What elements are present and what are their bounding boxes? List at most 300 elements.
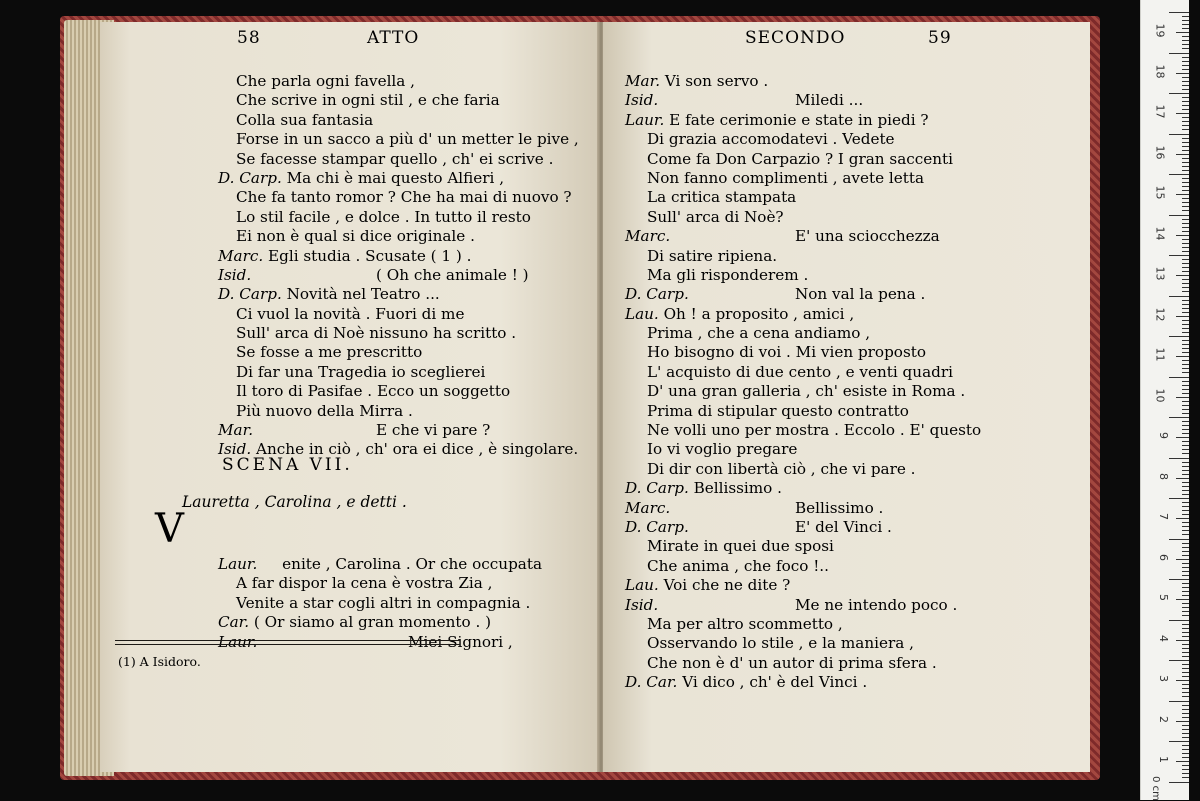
verse-line xyxy=(625,227,981,246)
ruler-tick xyxy=(1182,729,1189,730)
ruler-tick xyxy=(1182,247,1189,248)
verse-text: A far dispor la cena è vostra Zia , xyxy=(236,574,493,593)
ruler-tick xyxy=(1182,162,1189,163)
ruler-tick xyxy=(1176,154,1189,155)
ruler-tick xyxy=(1182,421,1189,422)
ruler-tick xyxy=(1182,210,1189,211)
ruler-tick xyxy=(1182,389,1189,390)
ruler-tick xyxy=(1182,129,1189,130)
ruler-tick xyxy=(1182,81,1189,82)
ruler-tick xyxy=(1182,61,1189,62)
left-running-head: ATTO xyxy=(367,28,420,48)
ruler-number: 9 xyxy=(1157,432,1170,439)
verse-line xyxy=(625,479,981,498)
ruler-tick xyxy=(1182,251,1189,252)
ruler-tick xyxy=(1182,628,1189,629)
ruler-tick xyxy=(1182,401,1189,402)
verse-text: Che anima , che foco !.. xyxy=(647,556,829,575)
ruler-tick xyxy=(1182,170,1189,171)
verse-text: Che fa tanto romor ? Che ha mai di nuovo ? xyxy=(236,188,572,207)
speaker-name: Marc. xyxy=(625,498,671,517)
ruler-tick xyxy=(1182,117,1189,118)
verse-line xyxy=(218,363,579,382)
ruler-tick xyxy=(1169,782,1189,783)
ruler-number: 8 xyxy=(1157,472,1170,480)
verse-line xyxy=(218,111,579,130)
ruler-tick xyxy=(1182,749,1189,750)
ruler-tick xyxy=(1182,777,1189,778)
ruler-number: 19 xyxy=(1153,23,1167,38)
ruler-tick xyxy=(1182,668,1189,669)
verse-line xyxy=(625,596,981,615)
verse-text: Vi dico , ch' è del Vinci . xyxy=(682,673,868,692)
right-running-head: SECONDO xyxy=(745,28,846,48)
ruler-tick xyxy=(1176,113,1189,114)
ruler-tick xyxy=(1182,40,1189,41)
verse-text: Anche in ciò , ch' ora ei dice , è singolare. xyxy=(256,440,579,459)
ruler-tick xyxy=(1169,134,1189,135)
ruler-tick xyxy=(1182,44,1189,45)
verse-text: L' acquisto di due cento , e venti quadri xyxy=(647,362,953,381)
verse-line xyxy=(218,285,579,304)
ruler-tick xyxy=(1182,644,1189,645)
ruler-number: 10 xyxy=(1153,388,1167,402)
ruler-tick xyxy=(1182,526,1189,527)
verse-text-right: Bellissimo . xyxy=(795,498,884,517)
verse-line xyxy=(218,130,579,149)
verse-line xyxy=(218,266,579,285)
ruler-tick xyxy=(1169,620,1189,621)
ruler-tick xyxy=(1182,190,1189,191)
verse-line xyxy=(625,518,981,537)
ruler-tick xyxy=(1182,753,1189,754)
verse-text: Io vi voglio pregare xyxy=(647,440,798,459)
verse-line xyxy=(625,499,981,518)
ruler-tick xyxy=(1182,287,1189,288)
verse-line xyxy=(625,615,981,634)
verse-line xyxy=(625,343,981,362)
ruler-tick xyxy=(1182,725,1189,726)
ruler-tick xyxy=(1176,275,1189,276)
ruler-tick xyxy=(1176,721,1189,722)
ruler-tick xyxy=(1182,413,1189,414)
ruler-tick xyxy=(1182,676,1189,677)
ruler-tick xyxy=(1182,603,1189,604)
ruler-tick xyxy=(1169,458,1189,459)
ruler-tick xyxy=(1182,595,1189,596)
ruler-tick xyxy=(1176,356,1189,357)
ruler-tick xyxy=(1169,417,1189,418)
verse-text: Mirate in quei due sposi xyxy=(647,537,834,556)
ruler-tick xyxy=(1182,453,1189,454)
verse-line xyxy=(625,169,981,188)
ruler-tick xyxy=(1182,664,1189,665)
ruler-tick xyxy=(1182,587,1189,588)
ruler-tick xyxy=(1182,713,1189,714)
ruler-tick xyxy=(1182,324,1189,325)
verse-text: Di far una Tragedia io sceglierei xyxy=(236,362,486,381)
ruler-tick xyxy=(1182,300,1189,301)
ruler-tick xyxy=(1182,543,1189,544)
scene-title: SCENA VII. xyxy=(222,455,353,475)
ruler-tick xyxy=(1182,340,1189,341)
speaker-name: Marc. xyxy=(218,246,264,265)
ruler-tick xyxy=(1182,393,1189,394)
ruler-tick xyxy=(1182,445,1189,446)
ruler-tick xyxy=(1169,498,1189,499)
verse-text: Che non è d' un autor di prima sfera . xyxy=(647,653,937,672)
verse-line xyxy=(625,111,981,130)
ruler-tick xyxy=(1182,360,1189,361)
verse-line xyxy=(218,613,542,632)
ruler-tick xyxy=(1182,364,1189,365)
ruler-tick xyxy=(1182,705,1189,706)
verse-line xyxy=(625,421,981,440)
speaker-name: Laur. xyxy=(218,555,258,573)
verse-text: E fate cerimonie e state in piedi ? xyxy=(669,110,929,129)
left-verse-block xyxy=(218,72,579,460)
ruler-tick xyxy=(1176,478,1189,479)
speaker-name: Mar. xyxy=(625,72,661,90)
ruler-tick xyxy=(1182,611,1189,612)
verse-text: Novità nel Teatro ... xyxy=(286,285,440,304)
ruler-tick xyxy=(1182,57,1189,58)
verse-text: Che scrive in ogni stil , e che faria xyxy=(236,91,500,110)
ruler-tick xyxy=(1182,166,1189,167)
verse-text: Venite a star cogli altri in compagnia . xyxy=(236,593,531,612)
ruler-tick xyxy=(1182,69,1189,70)
ruler-number: 2 xyxy=(1157,715,1170,723)
ruler-tick xyxy=(1169,215,1189,216)
ruler-tick xyxy=(1182,648,1189,649)
ruler-tick xyxy=(1182,470,1189,471)
ruler-tick xyxy=(1176,437,1189,438)
ruler-number: 6 xyxy=(1157,553,1170,561)
ruler-number: 7 xyxy=(1157,513,1170,520)
ruler-number: 13 xyxy=(1153,266,1167,281)
verse-line xyxy=(625,673,981,692)
ruler-tick xyxy=(1182,105,1189,106)
ruler-tick xyxy=(1182,206,1189,207)
verse-line xyxy=(218,208,579,227)
ruler-tick xyxy=(1182,271,1189,272)
speaker-name: Isid. xyxy=(625,595,659,614)
ruler-tick xyxy=(1176,599,1189,600)
speaker-name: Isid. xyxy=(218,440,252,459)
verse-line xyxy=(218,574,542,593)
verse-text: La critica stampata xyxy=(647,188,797,207)
ruler-tick xyxy=(1176,316,1189,317)
verse-line xyxy=(625,382,981,401)
verse-text: Ne volli uno per mostra . Eccolo . E' questo xyxy=(647,421,982,440)
verse-text-right: E' del Vinci . xyxy=(795,517,892,536)
ruler-tick xyxy=(1169,174,1189,175)
ruler-tick xyxy=(1182,405,1189,406)
ruler-tick xyxy=(1169,296,1189,297)
ruler-tick xyxy=(1182,146,1189,147)
measuring-ruler xyxy=(1140,0,1189,800)
ruler-tick xyxy=(1182,101,1189,102)
speaker-name: Laur. xyxy=(218,632,258,651)
ruler-tick xyxy=(1182,688,1189,689)
ruler-tick xyxy=(1182,320,1189,321)
verse-line xyxy=(625,91,981,110)
ruler-tick xyxy=(1182,231,1189,232)
ruler-number: 11 xyxy=(1153,347,1167,362)
verse-text: Ci vuol la novità . Fuori di me xyxy=(236,304,465,323)
verse-text-right: Non val la pena . xyxy=(795,285,926,304)
ruler-tick xyxy=(1182,352,1189,353)
ruler-tick xyxy=(1182,20,1189,21)
ruler-tick xyxy=(1182,259,1189,260)
ruler-tick xyxy=(1182,684,1189,685)
ruler-tick xyxy=(1182,514,1189,515)
ruler-tick xyxy=(1169,741,1189,742)
ruler-tick xyxy=(1182,283,1189,284)
ruler-tick xyxy=(1182,522,1189,523)
ruler-tick xyxy=(1182,441,1189,442)
verse-text-right: Me ne intendo poco . xyxy=(795,595,958,614)
ruler-tick xyxy=(1182,243,1189,244)
ruler-tick xyxy=(1182,65,1189,66)
ruler-tick xyxy=(1182,433,1189,434)
ruler-tick xyxy=(1182,429,1189,430)
ruler-tick xyxy=(1182,28,1189,29)
ruler-tick xyxy=(1182,239,1189,240)
ruler-tick xyxy=(1169,255,1189,256)
ruler-tick xyxy=(1182,745,1189,746)
verse-text: Osservando lo stile , e la maniera , xyxy=(647,634,914,653)
ruler-tick xyxy=(1169,336,1189,337)
ruler-tick xyxy=(1169,701,1189,702)
ruler-tick xyxy=(1182,138,1189,139)
ruler-tick xyxy=(1182,198,1189,199)
ruler-tick xyxy=(1182,77,1189,78)
ruler-tick xyxy=(1182,737,1189,738)
ruler-tick xyxy=(1182,182,1189,183)
ruler-tick xyxy=(1176,640,1189,641)
verse-line xyxy=(625,285,981,304)
footnote-rule xyxy=(115,640,460,645)
verse-line xyxy=(218,343,579,362)
verse-line xyxy=(218,382,579,401)
ruler-tick xyxy=(1182,571,1189,572)
ruler-tick xyxy=(1182,632,1189,633)
verse-text-right: Miei Signori , xyxy=(408,632,513,651)
verse-text: Ma chi è mai questo Alfieri , xyxy=(286,168,505,187)
ruler-tick xyxy=(1182,409,1189,410)
speaker-name: D. Carp. xyxy=(625,517,689,536)
ruler-tick xyxy=(1182,425,1189,426)
scene-cast: Lauretta , Carolina , e detti . xyxy=(182,493,407,511)
right-verse-block xyxy=(625,72,981,693)
ruler-tick xyxy=(1176,761,1189,762)
verse-text: Come fa Don Carpazio ? I gran saccenti xyxy=(647,149,953,168)
ruler-tick xyxy=(1182,765,1189,766)
verse-text: ( Or siamo al gran momento . ) xyxy=(253,613,492,632)
verse-text: Non fanno complimenti , avete letta xyxy=(647,168,925,187)
ruler-tick xyxy=(1176,559,1189,560)
ruler-tick xyxy=(1182,733,1189,734)
verse-line xyxy=(625,557,981,576)
ruler-tick xyxy=(1182,186,1189,187)
ruler-number: 17 xyxy=(1153,104,1167,119)
ruler-tick xyxy=(1182,372,1189,373)
speaker-name: Isid. xyxy=(625,91,659,110)
verse-text: Vi son servo . xyxy=(664,72,769,90)
ruler-tick xyxy=(1182,142,1189,143)
ruler-tick xyxy=(1182,773,1189,774)
ruler-tick xyxy=(1182,85,1189,86)
verse-line xyxy=(218,421,579,440)
ruler-tick xyxy=(1182,506,1189,507)
ruler-tick xyxy=(1182,583,1189,584)
speaker-name: D. Carp. xyxy=(218,285,282,304)
verse-line xyxy=(625,305,981,324)
ruler-tick xyxy=(1182,563,1189,564)
verse-line xyxy=(218,594,542,613)
ruler-tick xyxy=(1182,555,1189,556)
ruler-tick xyxy=(1182,332,1189,333)
drop-cap: V xyxy=(155,506,184,552)
ruler-tick xyxy=(1182,97,1189,98)
ruler-tick xyxy=(1182,607,1189,608)
verse-line xyxy=(625,537,981,556)
verse-text-right: E che vi pare ? xyxy=(376,421,491,440)
ruler-tick xyxy=(1182,125,1189,126)
ruler-tick xyxy=(1182,48,1189,49)
verse-text: Se facesse stampar quello , ch' ei scrive . xyxy=(236,149,554,168)
ruler-tick xyxy=(1182,502,1189,503)
verse-text: Oh ! a proposito , amici , xyxy=(663,304,855,323)
ruler-tick xyxy=(1176,235,1189,236)
ruler-tick xyxy=(1182,308,1189,309)
verse-text: Voi che ne dite ? xyxy=(663,576,791,595)
ruler-tick xyxy=(1182,223,1189,224)
ruler-number: 15 xyxy=(1153,185,1167,200)
ruler-tick xyxy=(1182,16,1189,17)
ruler-tick xyxy=(1182,178,1189,179)
verse-text: Forse in un sacco a più d' un metter le pive , xyxy=(236,130,579,149)
ruler-tick xyxy=(1182,328,1189,329)
ruler-tick xyxy=(1182,291,1189,292)
ruler-unit: 0 cm xyxy=(1149,776,1161,801)
verse-text: Che parla ogni favella , xyxy=(236,72,415,90)
verse-text: Il toro di Pasifae . Ecco un soggetto xyxy=(236,382,511,401)
verse-text: Di dir con libertà ciò , che vi pare . xyxy=(647,459,916,478)
ruler-tick xyxy=(1182,121,1189,122)
ruler-number: 4 xyxy=(1157,634,1170,642)
verse-text: Ma gli risponderem . xyxy=(647,265,809,284)
verse-text: Lo stil facile , e dolce . In tutto il resto xyxy=(236,207,531,226)
ruler-tick xyxy=(1182,709,1189,710)
verse-text: Egli studia . Scusate ( 1 ) . xyxy=(268,246,472,265)
ruler-tick xyxy=(1182,547,1189,548)
speaker-name: Isid. xyxy=(218,265,252,284)
ruler-tick xyxy=(1182,692,1189,693)
ruler-tick xyxy=(1182,490,1189,491)
ruler-tick xyxy=(1182,219,1189,220)
speaker-name: D. Carp. xyxy=(218,168,282,187)
verse-text: Sull' arca di Noè nissuno ha scritto . xyxy=(236,324,517,343)
verse-text-right: E' una sciocchezza xyxy=(795,227,940,246)
ruler-tick xyxy=(1182,615,1189,616)
ruler-tick xyxy=(1182,486,1189,487)
ruler-tick xyxy=(1176,680,1189,681)
ruler-tick xyxy=(1182,381,1189,382)
verse-line xyxy=(218,150,579,169)
verse-line xyxy=(625,188,981,207)
ruler-tick xyxy=(1182,267,1189,268)
ruler-tick xyxy=(1182,530,1189,531)
ruler-tick xyxy=(1182,202,1189,203)
verse-text: Prima di stipular questo contratto xyxy=(647,401,909,420)
speaker-name: D. Carp. xyxy=(625,285,689,304)
verse-text: Sull' arca di Noè? xyxy=(647,207,784,226)
verse-line xyxy=(625,150,981,169)
ruler-tick xyxy=(1176,32,1189,33)
ruler-number: 3 xyxy=(1157,675,1170,682)
verse-line xyxy=(625,440,981,459)
ruler-tick xyxy=(1182,36,1189,37)
verse-line xyxy=(218,247,579,266)
verse-line xyxy=(625,72,981,91)
ruler-tick xyxy=(1169,93,1189,94)
verse-line xyxy=(625,247,981,266)
ruler-tick xyxy=(1182,510,1189,511)
ruler-number: 16 xyxy=(1153,145,1167,159)
ruler-tick xyxy=(1182,652,1189,653)
verse-line xyxy=(218,305,579,324)
ruler-tick xyxy=(1182,462,1189,463)
verse-text: Ma per altro scommetto , xyxy=(647,614,843,633)
verse-text-right: Miledi ... xyxy=(795,91,864,110)
verse-text: Ho bisogno di voi . Mi vien proposto xyxy=(647,343,926,362)
ruler-tick xyxy=(1182,368,1189,369)
speaker-name: Mar. xyxy=(218,421,254,440)
ruler-tick xyxy=(1182,89,1189,90)
verse-text: Più nuovo della Mirra . xyxy=(236,401,413,420)
verse-text-right: ( Oh che animale ! ) xyxy=(376,265,529,284)
ruler-tick xyxy=(1182,696,1189,697)
ruler-number: 1 xyxy=(1157,756,1170,763)
verse-text: D' una gran galleria , ch' esiste in Roma . xyxy=(647,382,966,401)
ruler-tick xyxy=(1182,24,1189,25)
ruler-tick xyxy=(1182,344,1189,345)
speaker-name: D. Carp. xyxy=(625,479,689,498)
ruler-tick xyxy=(1182,385,1189,386)
ruler-tick xyxy=(1182,279,1189,280)
ruler-tick xyxy=(1182,449,1189,450)
verse-line xyxy=(218,169,579,188)
left-page-number: 58 xyxy=(237,28,261,48)
verse-line xyxy=(625,654,981,673)
ruler-tick xyxy=(1182,551,1189,552)
footnote: (1) A Isidoro. xyxy=(118,654,201,669)
verse-text: Se fosse a me prescritto xyxy=(236,343,423,362)
verse-line xyxy=(218,188,579,207)
verse-line xyxy=(625,208,981,227)
ruler-tick xyxy=(1182,624,1189,625)
ruler-tick xyxy=(1176,397,1189,398)
verse-line xyxy=(625,460,981,479)
verse-line xyxy=(625,634,981,653)
verse-text: Di satire ripiena. xyxy=(647,246,778,265)
ruler-tick xyxy=(1182,494,1189,495)
ruler-number: 5 xyxy=(1157,594,1170,601)
verse-line xyxy=(625,266,981,285)
verse-text: Colla sua fantasia xyxy=(236,110,374,129)
